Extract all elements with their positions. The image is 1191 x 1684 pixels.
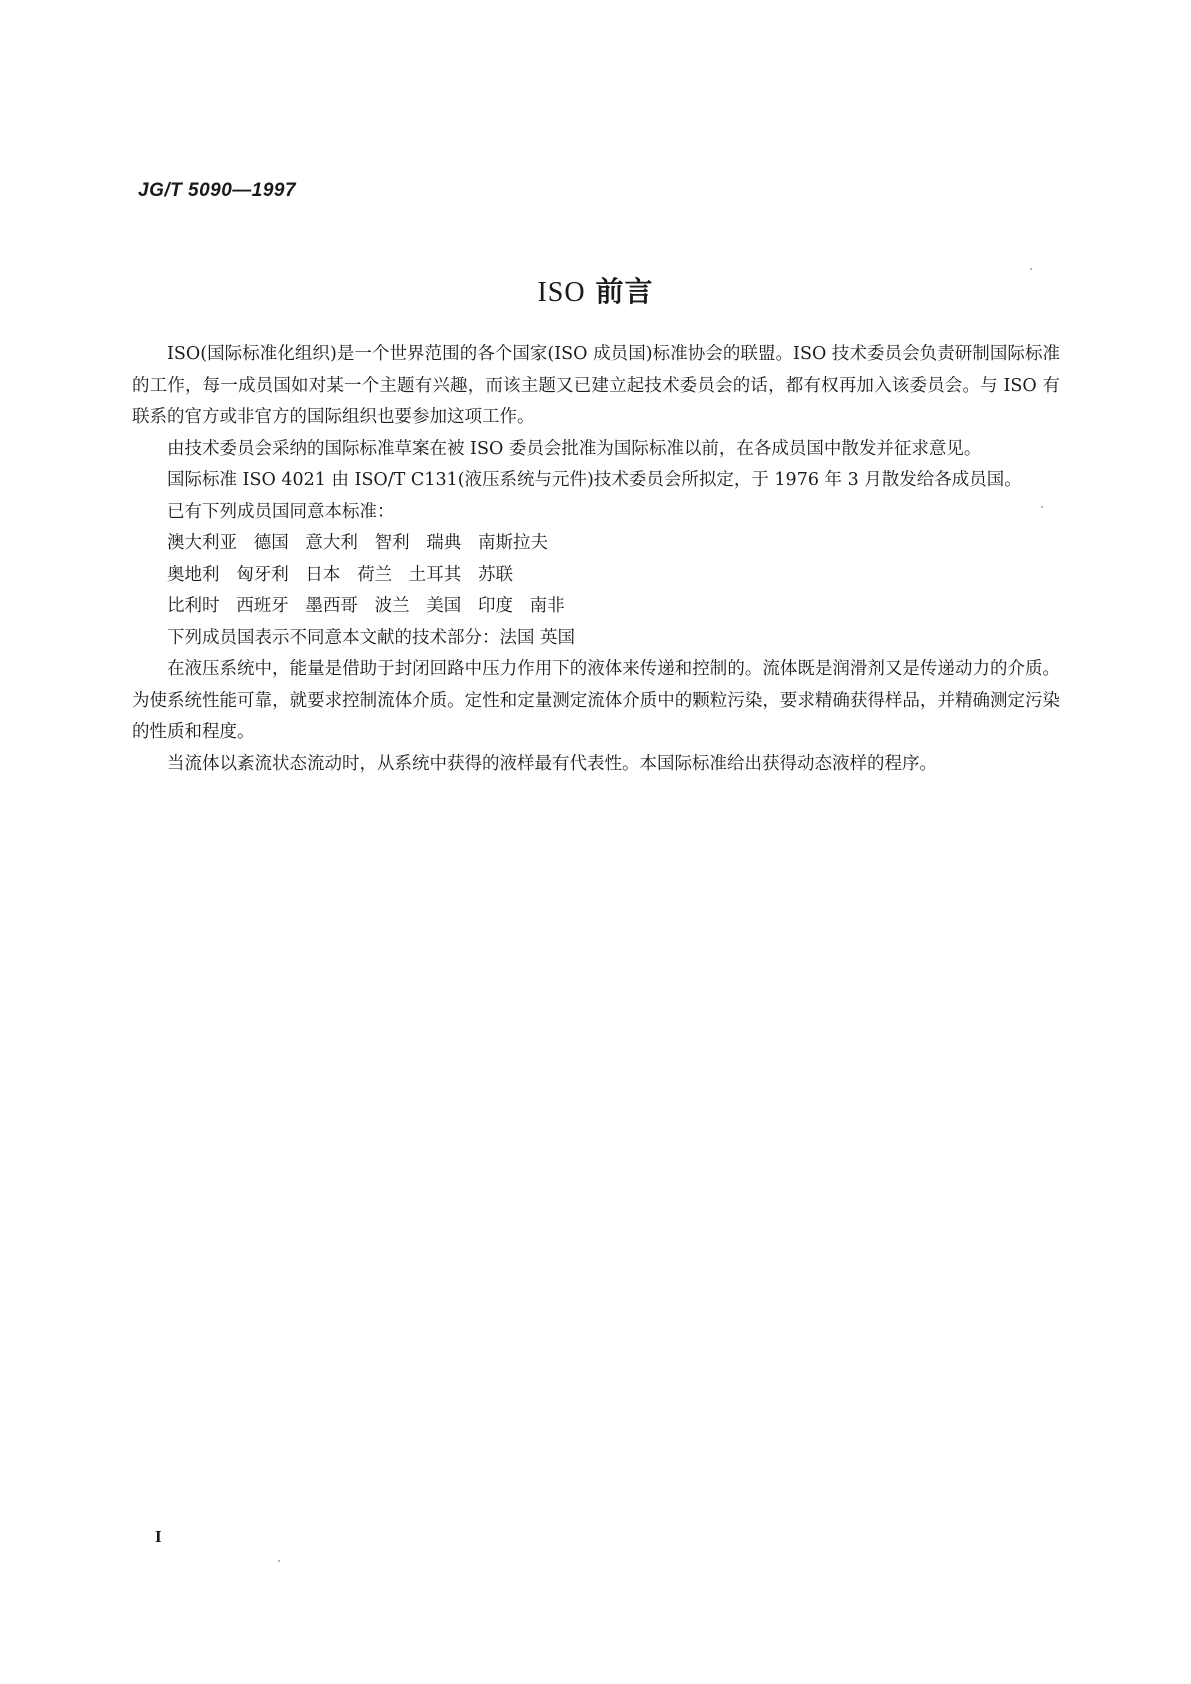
document-code: JG/T 5090—1997 bbox=[138, 180, 297, 201]
paragraph-hydraulic-systems: 在液压系统中，能量是借助于封闭回路中压力作用下的液体来传递和控制的。流体既是润滑剂又是传递动力的介质。为使系统性能可靠，就要求控制流体介质。定性和定量测定流体介质中的颗粒污染，要求精确获得样品，并精确测定污染的性质和程度。 bbox=[132, 659, 1060, 742]
paragraph-disapproval: 下列成员国表示不同意本文献的技术部分：法国 英国 bbox=[167, 627, 576, 648]
paragraph-draft-circulation: 由技术委员会采纳的国际标准草案在被 ISO 委员会批准为国际标准以前，在各成员国中散发并征求意见。 bbox=[167, 438, 982, 459]
country-row: 澳大利亚 德国 意大利 智利 瑞典 南斯拉夫 bbox=[167, 533, 548, 553]
country-row: 比利时 西班牙 墨西哥 波兰 美国 印度 南非 bbox=[167, 596, 565, 616]
title-latin: ISO bbox=[537, 277, 586, 308]
scan-speck bbox=[1041, 506, 1043, 508]
scan-speck bbox=[278, 1560, 280, 1562]
paragraph-approvals-intro: 已有下列成员国同意本标准： bbox=[167, 501, 395, 522]
paragraph-iso-4021: 国际标准 ISO 4021 由 ISO/T C131(液压系统与元件)技术委员会所拟定，于 1976 年 3 月散发给各成员国。 bbox=[167, 470, 1022, 490]
document-body bbox=[132, 339, 1060, 780]
title-cjk: 前言 bbox=[595, 275, 654, 308]
page-title bbox=[0, 270, 1191, 310]
scan-speck bbox=[1030, 268, 1032, 270]
paragraph-turbulent-flow: 当流体以紊流状态流动时，从系统中获得的液样最有代表性。本国际标准给出获得动态液样的程序。 bbox=[167, 753, 937, 774]
country-row: 奥地利 匈牙利 日本 荷兰 土耳其 苏联 bbox=[167, 564, 513, 585]
paragraph-iso-intro: ISO(国际标准化组织)是一个世界范围的各个国家(ISO 成员国)标准协会的联盟。ISO 技术委员会负责研制国际标准的工作，每一成员国如对某一个主题有兴趣，而该主题又已建立起技术委员会的话，都有权再加入该委员会。与 ISO 有联系的官方或非官方的国际组织也要参加这项工作。 bbox=[132, 344, 1060, 427]
page-number: I bbox=[155, 1527, 162, 1546]
